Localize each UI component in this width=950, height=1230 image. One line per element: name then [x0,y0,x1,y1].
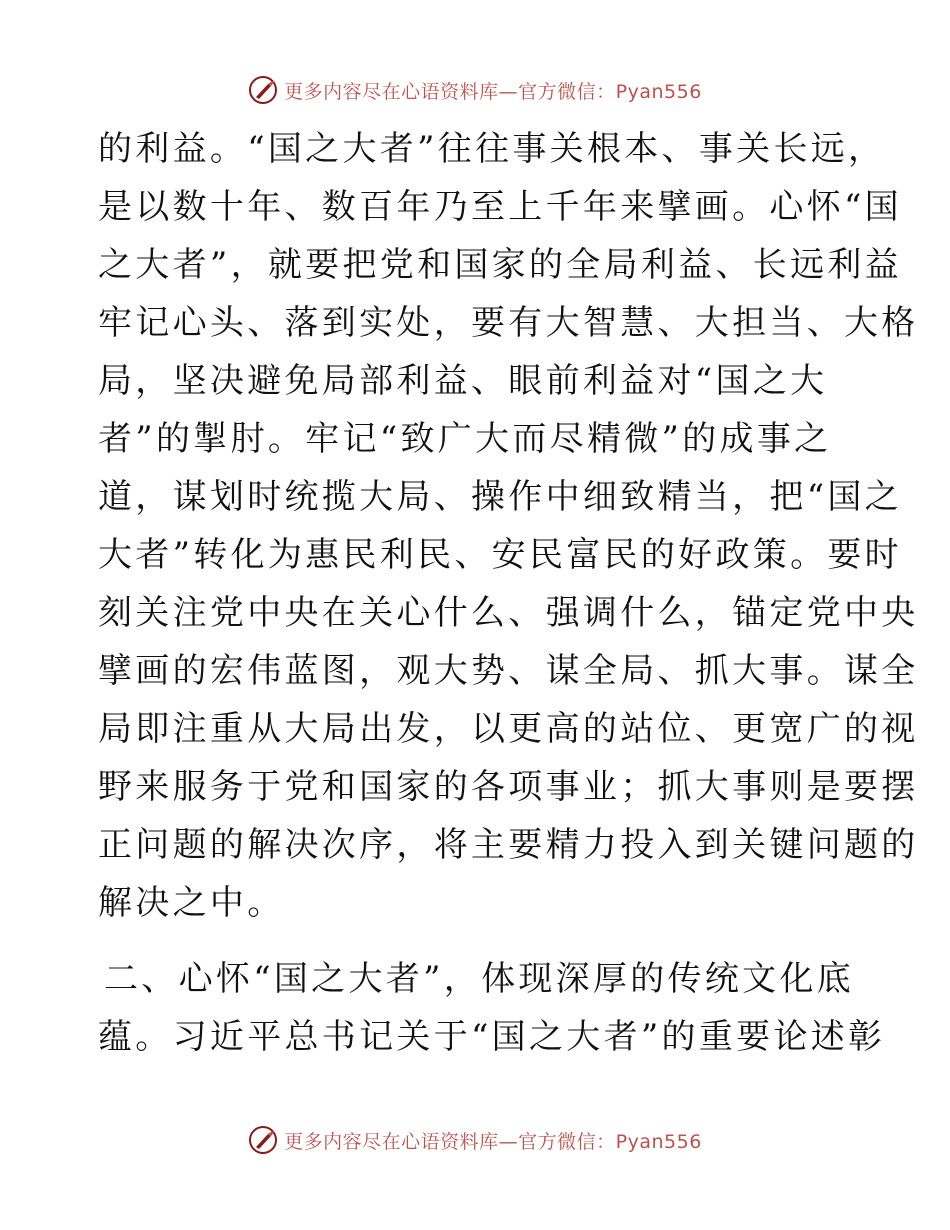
body-line: 者”的掣肘。牢记“致广大而尽精微”的成事之 [98,419,832,459]
body-line: 局，坚决避免局部利益、眼前利益对“国之大 [98,361,828,401]
body-line: 正问题的解决次序，将主要精力投入到关键问题的 [98,825,919,865]
document-body [98,120,919,1066]
body-line: 擘画的宏伟蓝图，观大势、谋全局、抓大事。谋全 [98,651,919,691]
body-line: 野来服务于党和国家的各项事业；抓大事则是要摆 [98,767,919,807]
body-line: 大者”转化为惠民利民、安民富民的好政策。要时 [98,535,902,575]
body-line: 解决之中。 [98,883,285,923]
body-line: 是以数十年、数百年乃至上千年来擘画。心怀“国 [98,187,902,227]
header-watermark [0,70,950,110]
body-line: 之大者”，就要把党和国家的全局利益、长远利益 [98,245,902,285]
body-line: 牢记心头、落到实处，要有大智慧、大担当、大格 [98,303,919,343]
quill-logo-icon [248,75,278,105]
section-body-line: 蕴。习近平总书记关于“国之大者”的重要论述彰 [98,1017,886,1057]
body-line: 的利益。“国之大者”往往事关根本、事关长远， [98,129,886,169]
paragraph-gap [98,932,858,950]
section-heading-line: 二、心怀“国之大者”，体现深厚的传统文化底 [104,959,855,999]
quill-logo-icon [248,1125,278,1155]
header-watermark-text: 更多内容尽在心语资料库—官方微信：Pyan556 [284,80,702,103]
footer-watermark-text: 更多内容尽在心语资料库—官方微信：Pyan556 [284,1130,702,1153]
footer-watermark [0,1120,950,1160]
body-line: 局即注重从大局出发，以更高的站位、更宽广的视 [98,709,919,749]
body-line: 刻关注党中央在关心什么、强调什么，锚定党中央 [98,593,919,633]
body-line: 道，谋划时统揽大局、操作中细致精当，把“国之 [98,477,902,517]
